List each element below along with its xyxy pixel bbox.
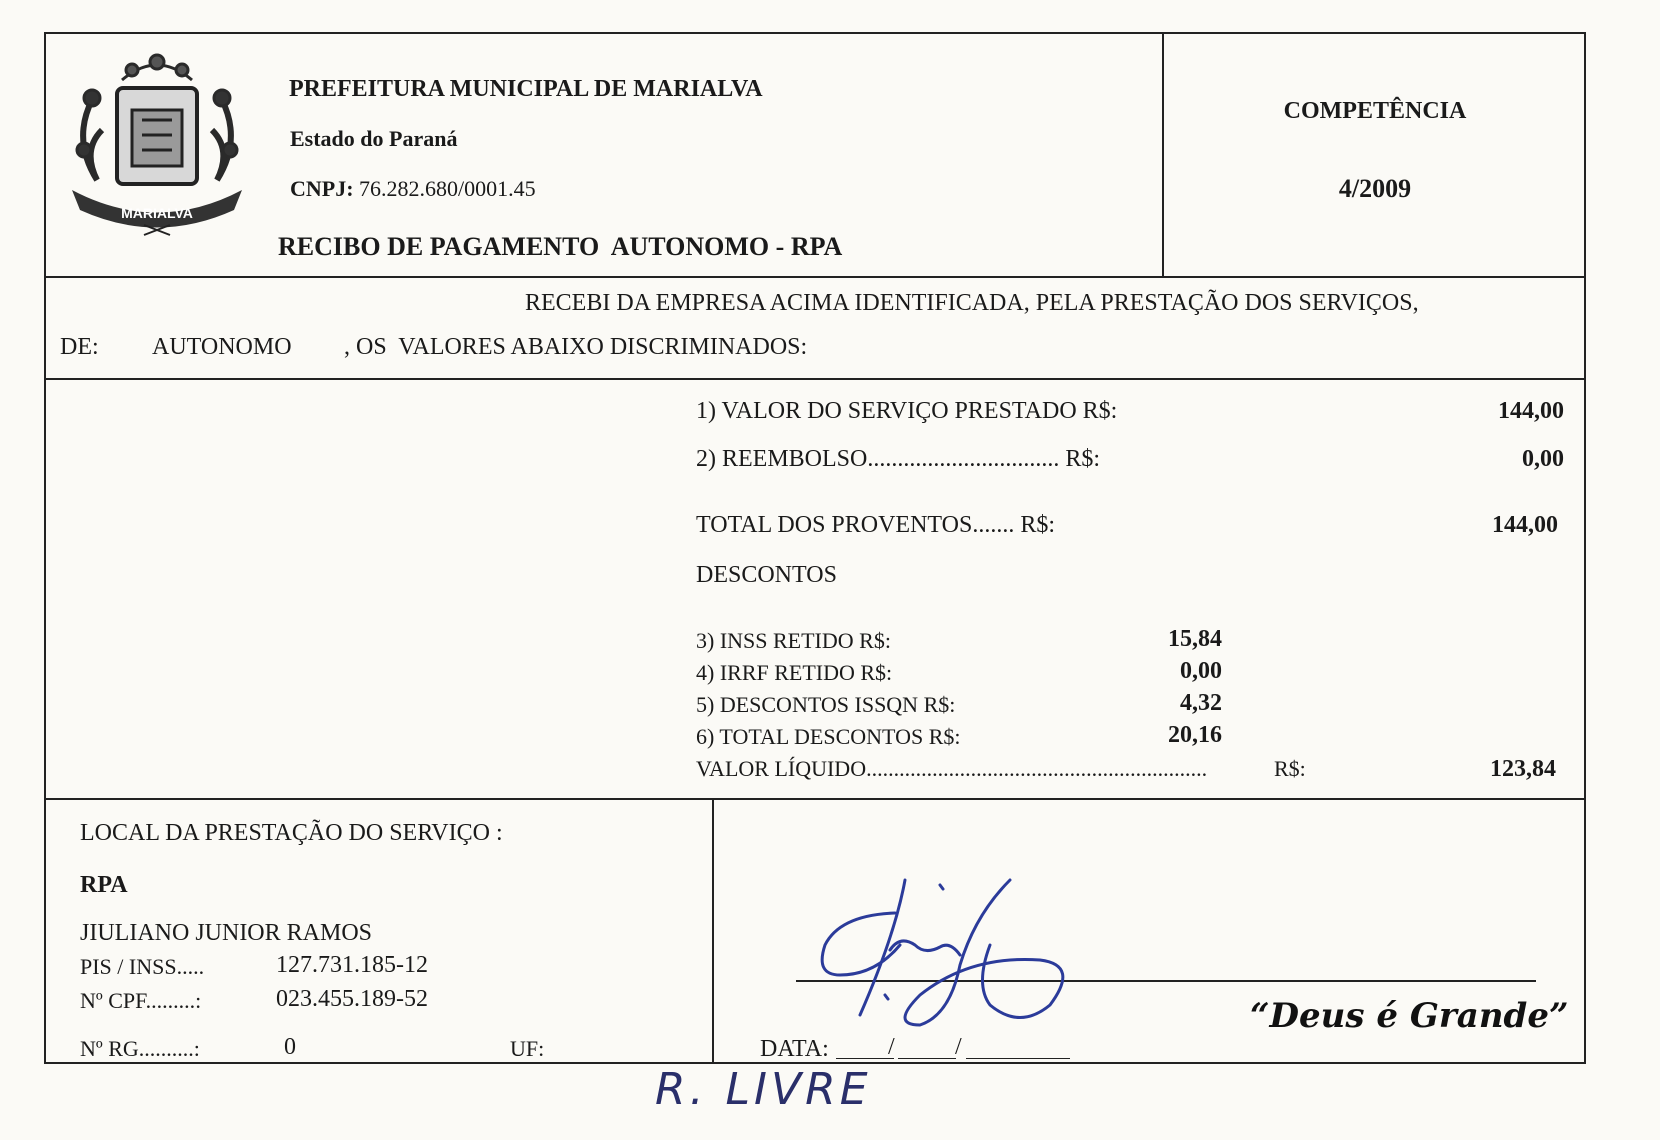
- rg-label: Nº RG..........:: [80, 1036, 200, 1061]
- total-descontos-label: 6) TOTAL DESCONTOS R$:: [696, 724, 961, 749]
- cnpj-value: 76.282.680/0001.45: [359, 176, 536, 201]
- intro-line-1: RECEBI DA EMPRESA ACIMA IDENTIFICADA, PELA PRESTAÇÃO DOS SERVIÇOS,: [525, 290, 1419, 316]
- cpf-value: 023.455.189-52: [276, 986, 428, 1012]
- date-sep-2: /: [955, 1034, 962, 1060]
- coat-of-arms-icon: [62, 40, 252, 236]
- total-proventos-label: TOTAL DOS PROVENTOS....... R$:: [696, 512, 1056, 538]
- cnpj: [290, 176, 536, 202]
- values-bottom-rule: [44, 798, 1586, 800]
- handwritten-signature-icon: [800, 875, 1130, 1045]
- reembolso-label: 2) REEMBOLSO................................ R$:: [696, 446, 1101, 472]
- issqn-value: 4,32: [1180, 690, 1222, 716]
- uf-label: UF:: [510, 1036, 545, 1061]
- liquido-label: VALOR LÍQUIDO..............................................................: [696, 756, 1208, 781]
- cnpj-label: CNPJ:: [290, 176, 354, 201]
- motto: “Deus é Grande”: [1250, 996, 1569, 1036]
- document-title: RECIBO DE PAGAMENTO AUTONOMO - RPA: [278, 232, 843, 261]
- intro-bottom-rule: [44, 378, 1586, 380]
- date-year-field[interactable]: [966, 1058, 1070, 1059]
- liquido-value: 123,84: [1490, 756, 1556, 782]
- pis-label: PIS / INSS.....: [80, 954, 205, 979]
- issqn-label: 5) DESCONTOS ISSQN R$:: [696, 692, 956, 717]
- state-name: Estado do Paraná: [290, 126, 458, 151]
- competencia-label: COMPETÊNCIA: [1283, 98, 1467, 124]
- worker-name: JIULIANO JUNIOR RAMOS: [80, 920, 373, 946]
- intro-line-2: , OS VALORES ABAIXO DISCRIMINADOS:: [344, 334, 808, 360]
- org-name: PREFEITURA MUNICIPAL DE MARIALVA: [289, 76, 763, 102]
- competencia-value: 4/2009: [1338, 174, 1412, 203]
- handwritten-note: R. LIVRE: [655, 1064, 872, 1115]
- local-value: RPA: [80, 872, 128, 898]
- date-sep-1: /: [888, 1034, 895, 1060]
- servico-label: 1) VALOR DO SERVIÇO PRESTADO R$:: [696, 398, 1118, 424]
- date-month-field[interactable]: [898, 1058, 956, 1059]
- date-day-field[interactable]: [836, 1058, 894, 1059]
- rg-value: 0: [284, 1034, 296, 1060]
- inss-label: 3) INSS RETIDO R$:: [696, 628, 891, 653]
- cpf-label: Nº CPF.........:: [80, 988, 202, 1013]
- total-descontos-value: 20,16: [1168, 722, 1222, 748]
- svg-text:MARIALVA: MARIALVA: [121, 205, 193, 221]
- date-label: DATA:: [760, 1036, 829, 1062]
- pis-value: 127.731.185-12: [276, 952, 428, 978]
- servico-value: 144,00: [1498, 398, 1564, 424]
- irrf-value: 0,00: [1180, 658, 1222, 684]
- intro-de-value: AUTONOMO: [152, 334, 292, 360]
- intro-de-label: DE:: [60, 334, 99, 360]
- local-label: LOCAL DA PRESTAÇÃO DO SERVIÇO :: [80, 820, 503, 846]
- footer-divider: [712, 798, 714, 1062]
- liquido-currency: R$:: [1274, 756, 1306, 781]
- total-proventos-value: 144,00: [1492, 512, 1558, 538]
- header-bottom-rule: [44, 276, 1586, 278]
- irrf-label: 4) IRRF RETIDO R$:: [696, 660, 893, 685]
- reembolso-value: 0,00: [1522, 446, 1564, 472]
- descontos-heading: DESCONTOS: [696, 562, 837, 588]
- inss-value: 15,84: [1168, 626, 1222, 652]
- header-divider: [1162, 32, 1164, 278]
